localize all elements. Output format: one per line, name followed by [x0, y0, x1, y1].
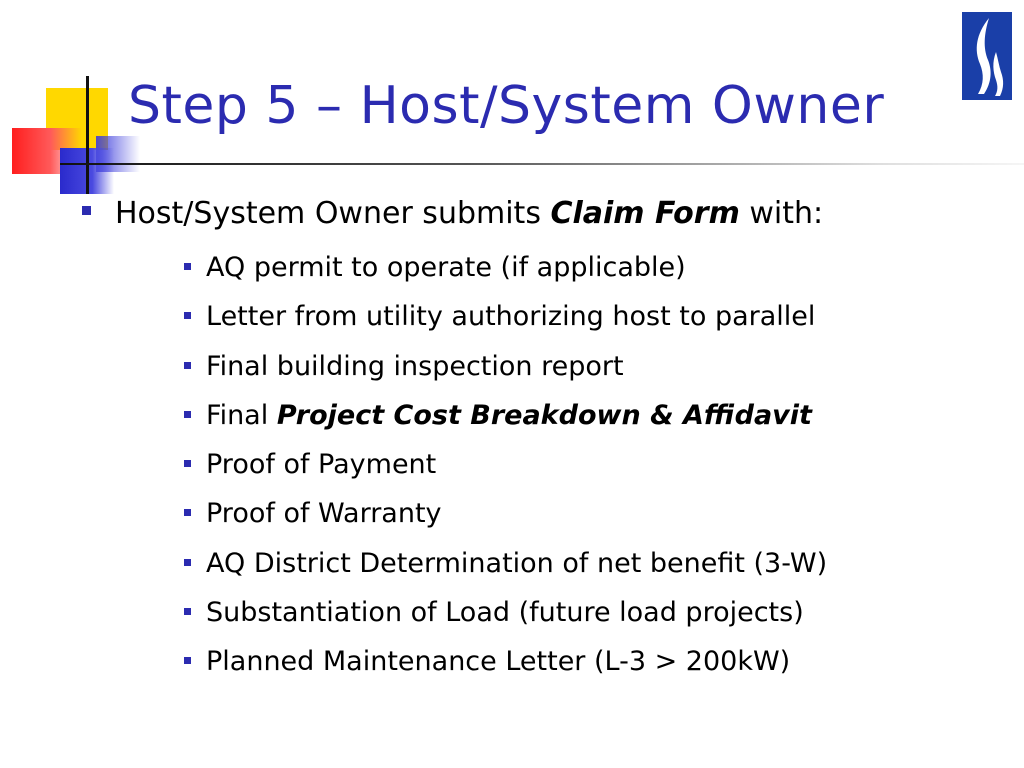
sub-bullet-text: Proof of Payment [206, 449, 437, 481]
main-bullet-emphasis: Claim Form [550, 196, 740, 231]
sub-bullet [184, 637, 1002, 686]
vertical-rule [86, 76, 89, 194]
sub-bullet-text: Proof of Warranty [206, 498, 442, 530]
title-underline [60, 163, 1024, 165]
bullet-square-icon [184, 460, 191, 467]
sub-bullet-emphasis: Project Cost Breakdown & Affidavit [276, 399, 812, 431]
bullet-square-icon [184, 509, 191, 516]
sub-bullet [184, 292, 1002, 341]
sub-bullet [184, 588, 1002, 637]
bullet-list [82, 196, 1002, 687]
sub-bullet [184, 539, 1002, 588]
sub-bullet [184, 243, 1002, 292]
sub-bullet [184, 489, 1002, 538]
bullet-square-icon [82, 206, 91, 215]
sub-bullet-text: Final building inspection report [206, 350, 624, 382]
flame-logo-icon [962, 12, 1012, 100]
sub-bullet-text: AQ District Determination of net benefit (3-W) [206, 547, 828, 579]
bullet-square-icon [184, 559, 191, 566]
bullet-square-icon [184, 608, 191, 615]
main-bullet-prefix: Host/System Owner submits [115, 196, 551, 231]
sub-bullet [184, 440, 1002, 489]
bullet-square-icon [184, 362, 191, 369]
bullet-square-icon [184, 411, 191, 418]
sub-bullet-text: Planned Maintenance Letter (L-3 > 200kW) [206, 646, 791, 678]
main-bullet [82, 196, 1002, 231]
bullet-square-icon [184, 263, 191, 270]
sub-bullet-text: Letter from utility authorizing host to parallel [206, 301, 816, 333]
slide-title: Step 5 – Host/System Owner [128, 76, 885, 136]
bullet-square-icon [184, 657, 191, 664]
sub-bullet [184, 391, 1002, 440]
bullet-square-icon [184, 312, 191, 319]
sub-bullet [184, 342, 1002, 391]
main-bullet-suffix: with: [739, 196, 824, 231]
sub-bullet-text: AQ permit to operate (if applicable) [206, 252, 686, 283]
sub-bullet-prefix: Final [206, 399, 277, 431]
sub-bullet-text: Substantiation of Load (future load projects) [206, 597, 804, 629]
